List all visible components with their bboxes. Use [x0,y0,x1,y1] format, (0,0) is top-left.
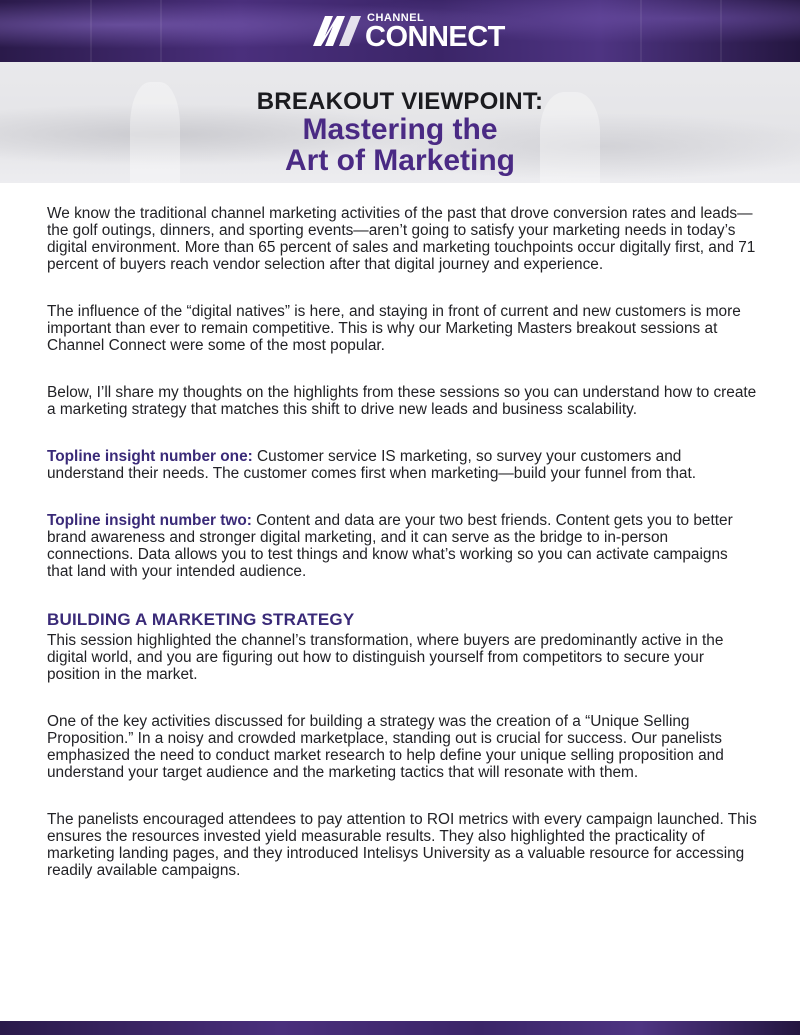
logo-small-text: CHANNEL [367,12,425,24]
hero-title [0,114,800,176]
top-banner [0,0,800,62]
insight-two [47,512,757,580]
logo-big-text: CONNECT [365,21,505,53]
insight-two-text: Content and data are your two best friends. Content gets you to better brand awareness and stronger digital marketing, and it can serve as the bridge to in-person connections. Data allows you to test things and know what’s working so you can activate campaigns that land with your intended audience. [47,512,733,580]
hero-title-line-2: Art of Marketing [284,144,515,177]
section-heading: BUILDING A MARKETING STRATEGY [47,610,355,629]
banner-light-stripe [640,0,642,62]
insight-one [47,448,757,482]
intro-paragraph-1: We know the traditional channel marketing activities of the past that drove conversion rates and leads—the golf outings, dinners, and sporting events—aren’t going to satisfy your marketing needs in today’s digital environment. More than 65 percent of sales and marketing touchpoints occur digitally first, and 71 percent of buyers reach vendor selection after that digital journey and experience. [47,205,756,273]
hero-kicker: BREAKOUT VIEWPOINT: [256,88,544,115]
section-paragraph-1: This session highlighted the channel’s transformation, where buyers are predominantly active in the digital world, and you are figuring out how to distinguish yourself from competitors to secure your position in the market. [47,632,724,683]
channel-connect-logo [311,8,505,54]
intro-paragraph-2: The influence of the “digital natives” is here, and staying in front of current and new customers is more important than ever to remain competitive. This is why our Marketing Masters breakout sessions at Channel Connect were some of the most popular. [47,303,741,354]
hero-banner [0,62,800,183]
hero-title-line-1: Mastering the [302,113,498,146]
article-body [47,205,757,897]
channel-connect-logo-mark-icon [311,12,363,50]
bottom-banner [0,1021,800,1035]
insight-one-text: Customer service IS marketing, so survey your customers and understand their needs. The customer comes first when marketing—build your funnel from that. [47,448,697,482]
section-paragraph-3: The panelists encouraged attendees to pay attention to ROI metrics with every campaign launched. This ensures the resources invested yield measurable results. They also highlighted the practicality of marketing landing pages, and they introduced Intelisys University as a valuable resource for accessing readily available campaigns. [47,811,757,879]
insight-two-lead: Topline insight number two: [47,512,252,529]
banner-light-stripe [160,0,162,62]
section-paragraph-2: One of the key activities discussed for building a strategy was the creation of a “Unique Selling Proposition.” In a noisy and crowded marketplace, standing out is crucial for success. Our panelists emphasized the need to conduct market research to help define your unique selling proposition and understand your target audience and the marketing tactics that will resonate with them. [47,713,724,781]
intro-paragraph-3: Below, I’ll share my thoughts on the highlights from these sessions so you can understand how to create a marketing strategy that matches this shift to drive new leads and business scalability. [47,384,757,418]
insight-one-lead: Topline insight number one: [47,448,253,465]
banner-light-stripe [720,0,722,62]
banner-light-stripe [90,0,92,62]
